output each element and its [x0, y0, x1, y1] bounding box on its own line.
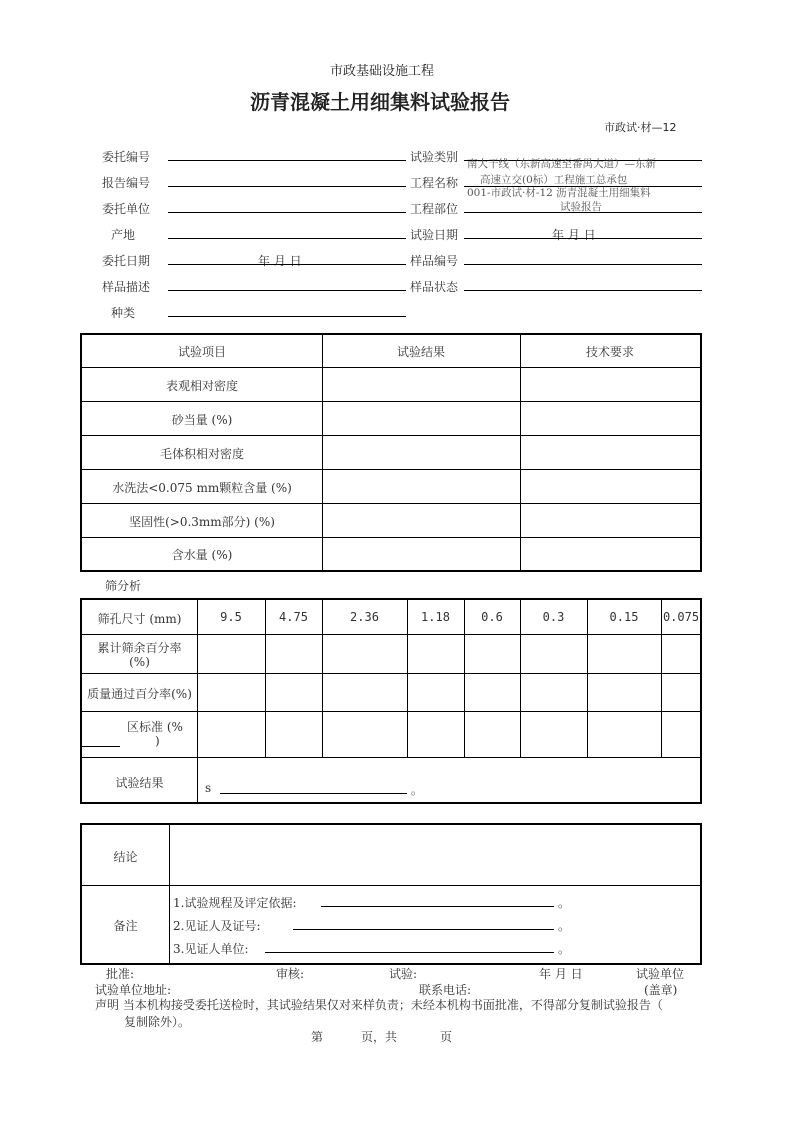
reviewed-by-label: 审核: [276, 967, 305, 981]
conclusion-left-border [80, 823, 82, 965]
report-category: 市政基础设施工程 [330, 64, 435, 79]
sieve-rule [80, 711, 702, 712]
table1-bottom-border [80, 570, 702, 572]
statement-line2: 复制除外）。 [124, 1015, 191, 1029]
table1-rule [80, 503, 702, 504]
sieve-size-0-075: 0.075 [662, 610, 700, 624]
remark-witness-unit: 3.见证人单位: [173, 942, 249, 956]
tested-by-label: 试验: [389, 967, 418, 981]
row-fines-content: 水洗法<0.075 mm颗粒含量 (%) [112, 481, 292, 495]
project-name-line2: 高速立交(0标）工程施工总承包 [480, 174, 628, 186]
sieve-result-prefix: s [205, 781, 212, 795]
table1-rule [80, 435, 702, 436]
label-type: 种类 [111, 306, 136, 320]
field-report-no[interactable] [168, 186, 406, 187]
sieve-size-0-6: 0.6 [481, 610, 503, 624]
remarks-label: 备注 [113, 919, 138, 933]
sieve-top-border [80, 598, 702, 600]
cumulative-retained-label: 累计筛余百分率 [97, 641, 182, 655]
label-commission-no: 委托编号 [102, 150, 151, 164]
field-test-date[interactable] [464, 238, 702, 239]
conclusion-col-divider [169, 823, 170, 965]
row-bulk-density: 毛体积相对密度 [159, 447, 244, 461]
field-commission-date[interactable] [168, 264, 406, 265]
remark-witness-unit-field[interactable] [265, 952, 554, 953]
conclusion-right-border [700, 823, 702, 965]
field-sample-desc[interactable] [168, 290, 406, 291]
field-type[interactable] [168, 316, 406, 317]
remark-end-1: 。 [558, 896, 571, 910]
label-project-part: 工程部位 [410, 202, 459, 216]
sieve-rule [80, 634, 702, 635]
table1-rule [80, 469, 702, 470]
project-name-line1: 南大干线（东新高速至番禺大道）—东新 [467, 158, 656, 170]
project-part-line2: 试验报告 [560, 201, 602, 213]
form-code: 市政试·材—12 [604, 121, 677, 134]
sieve-col-divider [197, 598, 198, 804]
label-project-name: 工程名称 [410, 176, 459, 190]
test-date-value: 年 月 日 [552, 228, 596, 242]
sieve-size-2-36: 2.36 [350, 610, 379, 624]
table1-top-border [80, 333, 702, 335]
label-commission-date: 委托日期 [102, 254, 151, 268]
page-suffix: 页 [440, 1030, 453, 1044]
field-client[interactable] [168, 212, 406, 213]
cumulative-retained-unit: (%) [129, 655, 150, 669]
remark-witness: 2.见证人及证号: [173, 919, 261, 933]
row-sand-equivalent: 砂当量 (%) [171, 413, 233, 427]
label-test-date: 试验日期 [410, 228, 459, 242]
remark-standard-field[interactable] [321, 906, 554, 907]
page-title: 沥青混凝土用细集料试验报告 [250, 90, 510, 114]
page-prefix: 第 [311, 1030, 324, 1044]
sieve-result-label: 试验结果 [115, 776, 164, 790]
sieve-right-border [700, 598, 702, 804]
sieve-size-0-15: 0.15 [609, 610, 639, 624]
label-test-category: 试验类别 [410, 150, 459, 164]
sieve-result-field[interactable] [220, 793, 407, 794]
label-sample-state: 样品状态 [410, 280, 459, 294]
table1-rule [80, 367, 702, 368]
passing-percent-label: 质量通过百分率(%) [87, 687, 192, 701]
row-apparent-density: 表观相对密度 [165, 379, 238, 393]
table1-rule [80, 401, 702, 402]
phone-label: 联系电话: [419, 983, 472, 997]
field-sample-no[interactable] [464, 264, 702, 265]
conclusion-rule [80, 885, 702, 886]
unit-address-label: 试验单位地址: [95, 983, 172, 997]
seal-label: (盖章) [644, 983, 678, 997]
approved-by-label: 批准: [106, 967, 135, 981]
label-sample-desc: 样品描述 [102, 280, 151, 294]
sieve-size-0-3: 0.3 [542, 610, 565, 624]
sieve-size-4-75: 4.75 [279, 610, 308, 624]
page-middle: 页，共 [361, 1030, 398, 1044]
zone-standard-unit: ) [155, 734, 160, 748]
table1-rule [80, 537, 702, 538]
sieve-size-9-5: 9.5 [220, 610, 242, 624]
commission-date-value: 年 月 日 [258, 254, 302, 268]
label-report-no: 报告编号 [102, 176, 151, 190]
label-sample-no: 样品编号 [410, 254, 459, 268]
conclusion-top-border [80, 823, 702, 825]
field-origin[interactable] [168, 238, 406, 239]
field-project-part[interactable] [464, 212, 702, 213]
sieve-bottom-border [80, 802, 702, 804]
field-commission-no[interactable] [168, 160, 406, 161]
label-origin: 产地 [111, 228, 136, 242]
project-part-line1: 001-市政试·材-12 沥青混凝土用细集料 [467, 187, 651, 199]
sieve-size-label: 筛孔尺寸 (mm) [97, 612, 182, 626]
remark-standard-basis: 1.试验规程及评定依据: [173, 896, 297, 910]
remark-end-2: 。 [558, 919, 571, 933]
header-test-result: 试验结果 [396, 345, 445, 359]
statement-line1: 声明 当本机构接受委托送检时，其试验结果仅对来样负责；未经本机构书面批准，不得部分复制试验报告（ [95, 998, 663, 1012]
header-tech-req: 技术要求 [585, 345, 634, 359]
table1-right-border [700, 333, 702, 572]
test-unit-label: 试验单位 [636, 967, 685, 981]
zone-standard-label: 区标准 (% [127, 720, 183, 734]
footer-date: 年 月 日 [539, 967, 583, 981]
header-test-item: 试验项目 [177, 345, 226, 359]
row-moisture: 含水量 (%) [171, 548, 233, 562]
sieve-analysis-label: 筛分析 [105, 579, 142, 593]
sieve-result-end: 。 [411, 783, 424, 797]
conclusion-label: 结论 [113, 850, 138, 864]
table1-col-divider [322, 333, 323, 572]
table1-col-divider [520, 333, 521, 572]
remark-end-3: 。 [558, 942, 571, 956]
zone-field[interactable] [82, 746, 120, 747]
label-client: 委托单位 [102, 202, 151, 216]
sieve-rule [80, 757, 702, 758]
row-soundness: 坚固性(>0.3mm部分) (%) [129, 515, 275, 529]
sieve-size-1-18: 1.18 [421, 610, 450, 624]
remark-witness-field[interactable] [293, 929, 554, 930]
field-sample-state[interactable] [464, 290, 702, 291]
sieve-rule [80, 673, 702, 674]
